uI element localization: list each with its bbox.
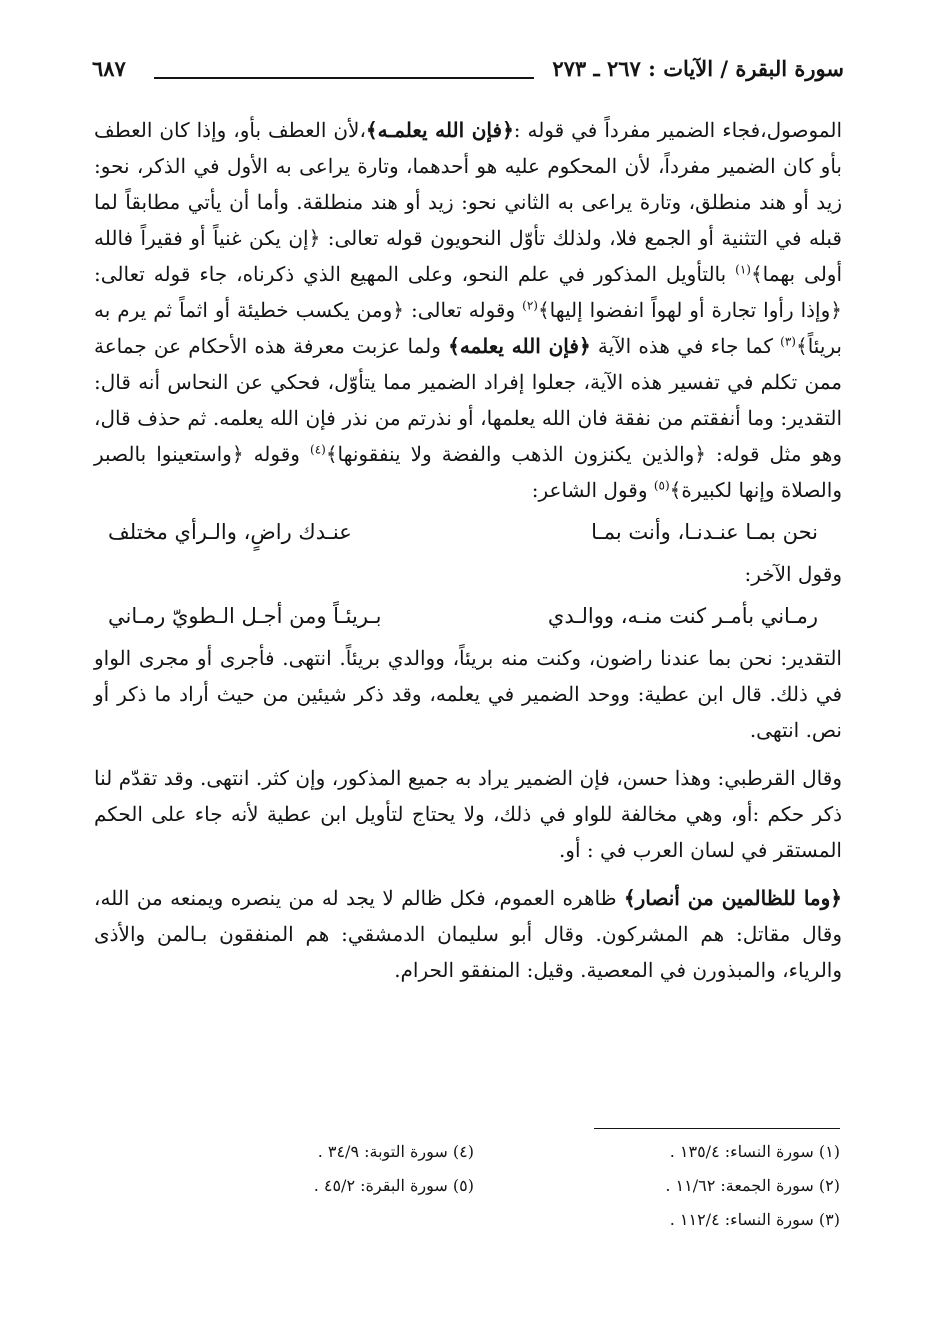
text-run: ﴿ومن يكسب خطيئة أو اثماً ثم يرم به بريئاً﴾ <box>94 298 842 358</box>
text-run: وقوله <box>243 442 310 466</box>
paragraph-2: التقدير: نحن بما عندنا راضون، وكنت منه بريئاً، ووالدي بريئاً. انتهى. فأجرى أو مجرى الواو في ذلك. قال ابن عطية: ووحد الضمير في يعلمه، وقد ذكر شيئين من حيث أراد ما ذكر أو نص. انتهى. <box>94 646 842 742</box>
verse-2-first-hemistich: رمـاني بأمـر كنت منـه، ووالـدي <box>547 604 818 628</box>
quran-quote: ﴿فإن الله يعلمه﴾ <box>448 334 591 358</box>
text-run: ﴿إن يكن غنياً أو فقيراً فالله أولى بهما﴾ <box>94 226 843 286</box>
header-rule <box>154 77 534 79</box>
footnote-marker: (٣) <box>780 334 796 349</box>
other-poet-intro: وقول الآخر: <box>744 562 842 586</box>
main-text <box>94 112 842 988</box>
paragraph-4-text: ظاهره العموم، فكل ظالم لا يجد له من ينصره ويمنعه من الله، وقال مقاتل: هم المشركون. وقال أبو سليمان الدمشقي: هم المنفقون بـالمن والأذى والرياء، والمبذورن في المعصية. وقيل: المنفقو الحرام. <box>94 886 842 982</box>
text-run: وقول الشاعر: <box>531 478 654 502</box>
footnote-3: (٣) سورة النساء: ١١٢/٤ . <box>669 1210 840 1229</box>
verse-1-first-hemistich: نحن بمـا عنـدنـا، وأنت بمـا <box>591 520 818 544</box>
text-run: ولما عزبت معرفة هذه الأحكام عن جماعة ممن تكلم في تفسير هذه الآية، جعلوا إفراد الضمير مما يتأوّل، فحكي عن النحاس أنه قال: التقدير: وما أنفقتم من نفقة فان الله يعلمها، أو نذرتم من نذر فإن الله يعلمه. ثم حذف قال، وهو مثل قوله: <box>94 334 843 466</box>
page-number: ٦٨٧ <box>92 56 126 81</box>
verse-2-second-hemistich: بـريئـاً ومن أجـل الـطويّ رمـاني <box>108 604 382 628</box>
paragraph-1 <box>94 112 842 508</box>
text-run: ﴿واستعينوا بالصبر والصلاة وإنها لكبيرة﴾ <box>94 442 842 502</box>
footnote-marker: (١) <box>735 262 751 277</box>
footnote-marker: (٥) <box>653 478 670 493</box>
text-run: كما جاء في هذه الآية <box>590 334 781 358</box>
paragraph-3: وقال القرطبي: وهذا حسن، فإن الضمير يراد به جميع المذكور، وإن كثر. انتهى. وقد تقدّم لنا ذكر حكم :أو، وهي مخالفة للواو في ذلك، ولا يحتاج لتأويل ابن عطية لأنه جاء على الحكم المستقر في لسان العرب في : أو. <box>94 766 842 862</box>
quran-quote: ﴿وما للظالمين من أنصار﴾ <box>623 886 843 910</box>
poem-verse-2 <box>94 592 842 640</box>
footnote-5: (٥) سورة البقرة: ٤٥/٢ . <box>313 1176 474 1195</box>
quran-quote: ﴿فإن الله يعلمـه﴾ <box>365 118 514 142</box>
text-run: الموصول،فجاء الضمير مفرداً في قوله : <box>513 118 843 142</box>
footnote-1: (١) سورة النساء: ١٣٥/٤ . <box>669 1142 840 1161</box>
running-header <box>92 50 844 90</box>
surah-title: سورة البقرة / الآيات : ٢٦٧ ـ ٢٧٣ <box>552 56 844 81</box>
poem-verse-1 <box>94 508 842 556</box>
text-run: ،لأن العطف بأو، وإذا كان العطف بأو كان الضمير مفرداً، لأن المحكوم عليه هو أحدهما، وتارة يراعى به الأول في الذكر، نحو: زيد أو هند منطلق، وتارة يراعى به الثاني نحو: زيد أو هند منطلقة. وأما أن يأتي مطابقاً لما قبله في التثنية أو الجمع فلا، ولذلك تأوّل النحويون قوله تعالى: <box>94 118 842 250</box>
footnote-rule <box>594 1128 840 1129</box>
text-run: بالتأويل المذكور في علم النحو، وعلى المهيع الذي ذكرناه، جاء قوله تعالى: <box>94 262 736 286</box>
text-run: ﴿وإذا رأوا تجارة أو لهواً انفضوا إليها﴾ <box>537 298 842 322</box>
text-run: ﴿والذين يكنزون الذهب والفضة ولا ينفقونها﴾ <box>325 442 707 466</box>
paragraph-4 <box>94 880 842 988</box>
footnote-marker: (٤) <box>310 442 326 457</box>
footnote-2: (٢) سورة الجمعة: ١١/٦٢ . <box>665 1176 840 1195</box>
footnote-marker: (٢) <box>522 298 538 313</box>
text-run: وقوله تعالى: <box>404 298 523 322</box>
verse-1-second-hemistich: عنـدك راضٍ، والـرأي مختلف <box>108 520 352 544</box>
footnote-4: (٤) سورة التوبة: ٣٤/٩ . <box>317 1142 474 1161</box>
